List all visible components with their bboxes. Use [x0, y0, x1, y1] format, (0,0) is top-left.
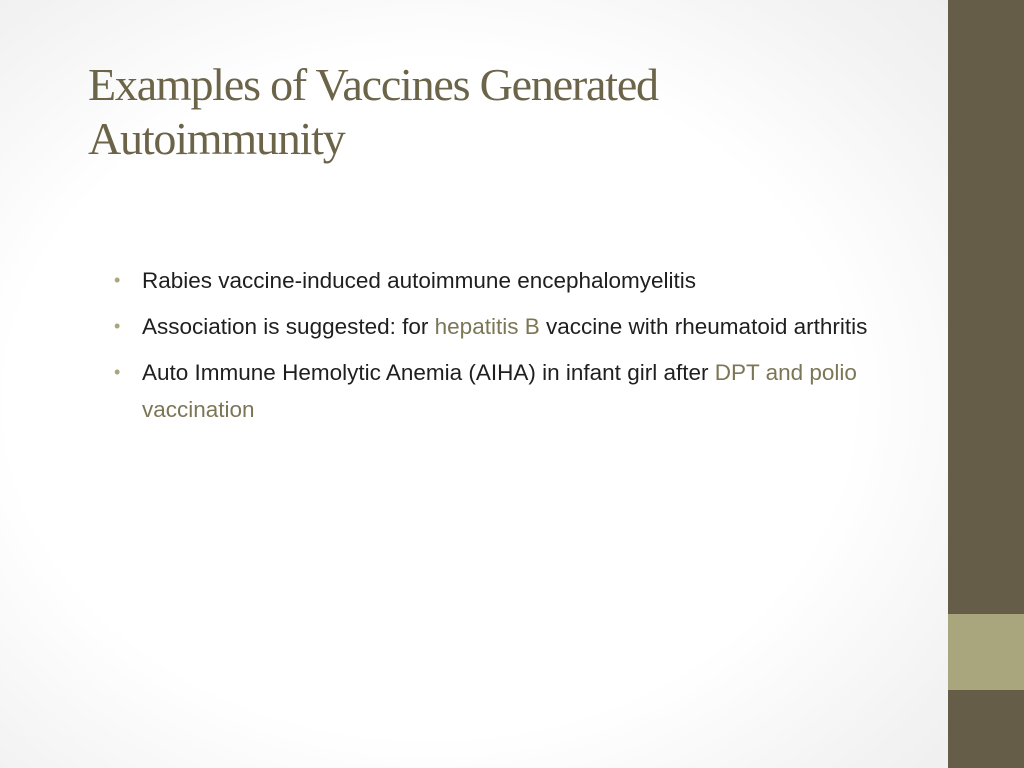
- bullet-text: Association is suggested: for: [142, 314, 435, 339]
- bullet-item-aiha: [114, 354, 884, 428]
- side-bar-accent-block: [948, 614, 1024, 690]
- bullet-item-hepatitis-b: [114, 308, 884, 345]
- bullet-item-rabies: [114, 262, 884, 299]
- slide-title-line-2: Autoimmunity: [88, 113, 345, 164]
- bullet-text: Rabies vaccine-induced autoimmune encephalomyelitis: [142, 268, 697, 293]
- bullet-list: [114, 262, 884, 437]
- bullet-icon: •: [114, 362, 121, 382]
- bullet-text-continued: vaccine with rheumatoid arthritis: [539, 314, 868, 339]
- slide-title: [88, 58, 808, 166]
- bullet-highlight-dpt-polio: DPT and polio vaccination: [142, 360, 857, 422]
- bullet-text: Auto Immune Hemolytic Anemia (AIHA) in infant girl after: [142, 360, 715, 385]
- slide-title-line-1: Examples of Vaccines Generated: [88, 59, 658, 110]
- bullet-icon: •: [114, 270, 121, 290]
- bullet-highlight-hepatitis-b: hepatitis B: [434, 314, 540, 339]
- bullet-icon: •: [114, 316, 121, 336]
